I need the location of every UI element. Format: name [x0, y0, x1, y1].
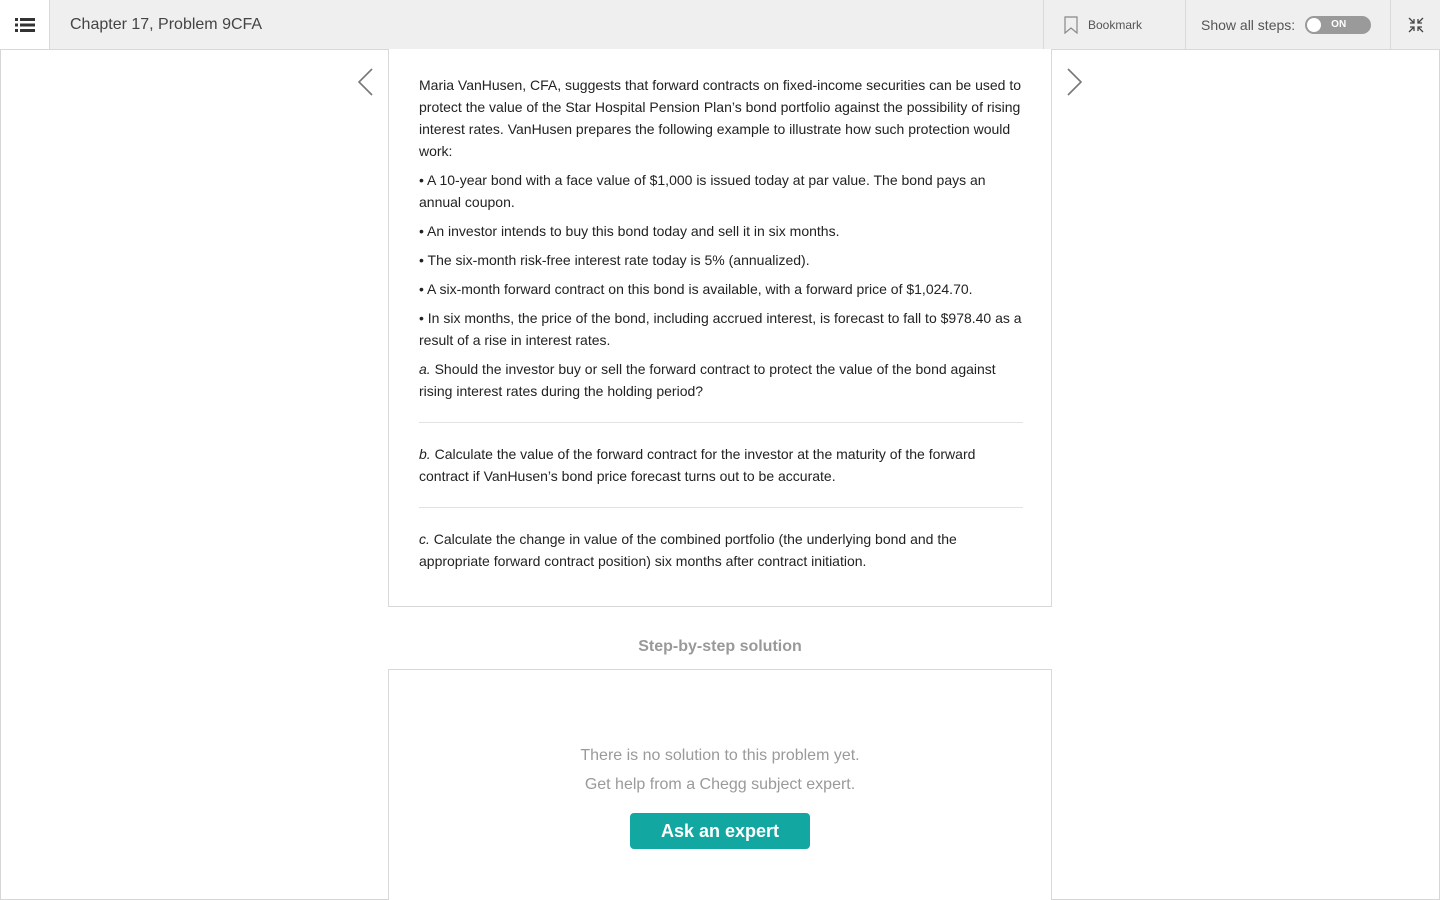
problem-part-c — [419, 528, 1023, 572]
problem-card — [388, 49, 1052, 607]
problem-bullet: • A six-month forward contract on this bond is available, with a forward price of $1,024.70. — [419, 281, 973, 297]
problem-intro: Maria VanHusen, CFA, suggests that forward contracts on fixed-income securities can be used to protect the value of the Star Hospital Pension Plan’s bond portfolio against the possibility of rising interest rates. VanHusen prepares the following example to illustrate how such protection would work: — [419, 77, 1022, 159]
ask-expert-button[interactable]: Ask an expert — [630, 813, 810, 849]
chevron-right-icon — [1064, 68, 1084, 96]
solution-heading: Step-by-step solution — [638, 638, 802, 655]
toggle-label: ON — [1331, 18, 1347, 30]
problem-bullet: • An investor intends to buy this bond today and sell it in six months. — [419, 223, 840, 239]
show-steps-control — [1185, 0, 1390, 49]
chapter-title: Chapter 17, Problem 9CFA — [70, 16, 263, 33]
part-text: Calculate the change in value of the combined portfolio (the underlying bond and the appropriate forward contract position) six months after contract initiation. — [419, 531, 957, 569]
no-solution-message: There is no solution to this problem yet. — [580, 747, 860, 764]
next-problem-button[interactable] — [1064, 68, 1084, 101]
part-divider — [419, 507, 1023, 508]
previous-problem-button[interactable] — [356, 68, 376, 101]
show-steps-label: Show all steps: — [1201, 16, 1296, 33]
toggle-knob — [1307, 18, 1321, 32]
problem-bullet: • The six-month risk-free interest rate today is 5% (annualized). — [419, 252, 810, 268]
bookmark-label: Bookmark — [1088, 17, 1143, 32]
solution-card — [388, 669, 1052, 900]
collapse-icon — [1408, 17, 1424, 33]
problem-bullet: • A 10-year bond with a face value of $1,000 is issued today at par value. The bond pays an annual coupon. — [419, 172, 986, 210]
bookmark-button[interactable] — [1043, 0, 1185, 49]
part-text: Should the investor buy or sell the forward contract to protect the value of the bond against rising interest rates during the holding period? — [419, 361, 996, 399]
show-steps-toggle[interactable] — [1305, 16, 1371, 34]
expert-help-message: Get help from a Chegg subject expert. — [584, 776, 856, 793]
part-letter: c. — [419, 531, 430, 547]
problem-bullet: • In six months, the price of the bond, including accrued interest, is forecast to fall to $978.40 as a result of a rise in interest rates. — [419, 310, 1022, 348]
top-bar — [0, 0, 1440, 50]
part-text: Calculate the value of the forward contract for the investor at the maturity of the forward contract if VanHusen’s bond price forecast turns out to be accurate. — [419, 446, 976, 484]
part-divider — [419, 422, 1023, 423]
problem-part-a — [419, 358, 1023, 402]
list-icon — [15, 17, 35, 33]
chevron-left-icon — [356, 68, 376, 96]
part-letter: b. — [419, 446, 431, 462]
problem-part-b — [419, 443, 1023, 487]
bookmark-icon — [1064, 16, 1078, 34]
menu-button[interactable] — [0, 0, 50, 49]
part-letter: a. — [419, 361, 431, 377]
collapse-button[interactable] — [1390, 0, 1440, 49]
problem-statement — [419, 74, 1023, 572]
